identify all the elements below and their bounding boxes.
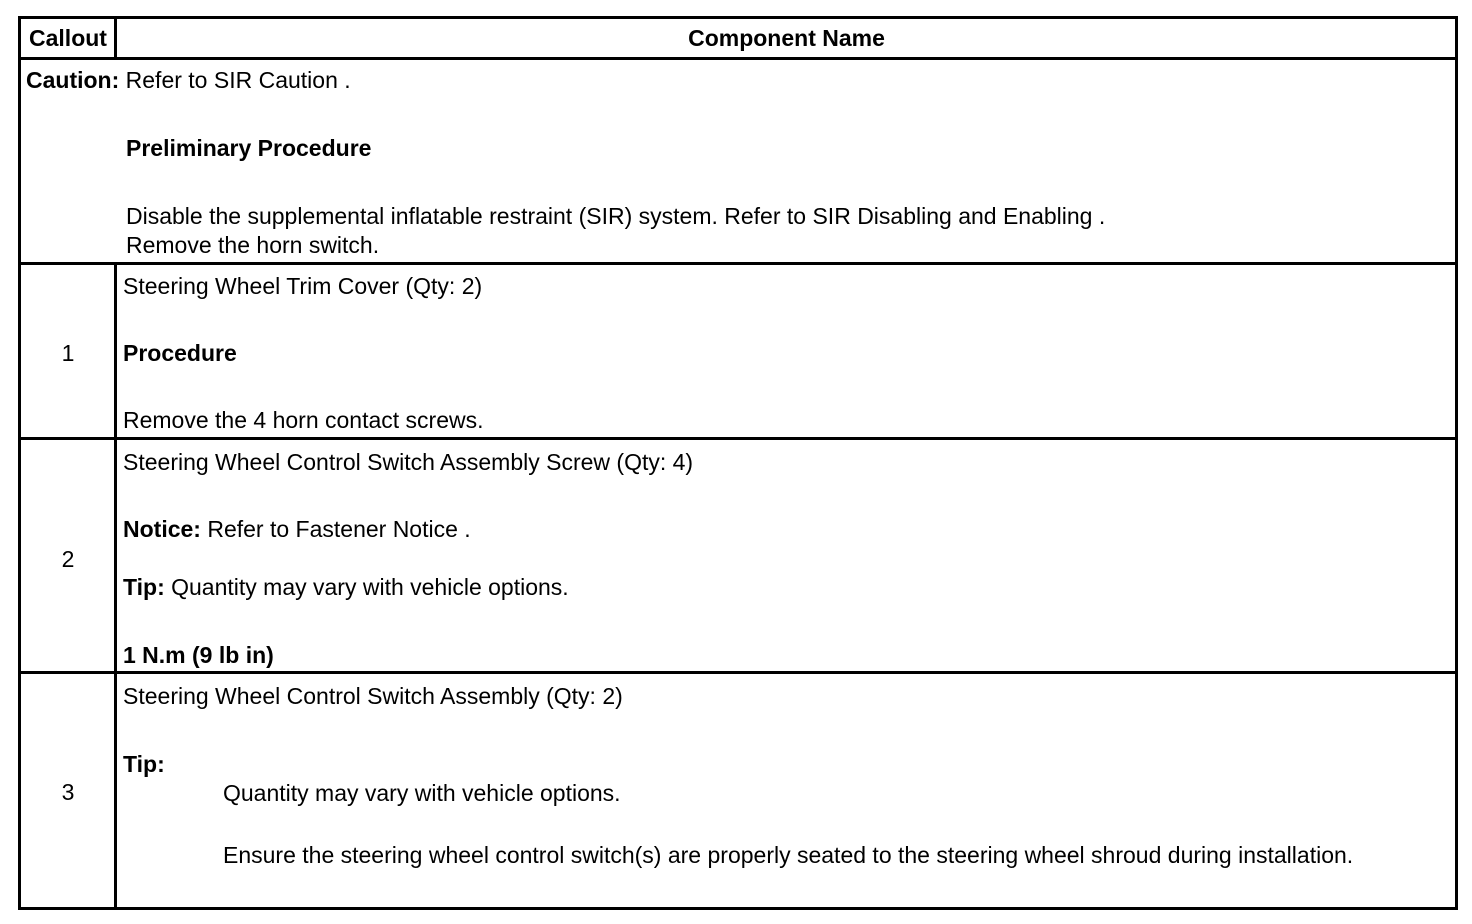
caution-line	[26, 66, 351, 94]
tip-line	[123, 573, 569, 601]
component-name: Steering Wheel Control Switch Assembly Screw (Qty: 4)	[123, 449, 694, 475]
tip-label: Tip:	[123, 574, 165, 600]
notice-text: Refer to Fastener Notice .	[200, 516, 471, 542]
tip-item-2: Ensure the steering wheel control switch(s) are properly seated to the steering wheel shroud during installation.	[223, 842, 1354, 868]
caution-text: Refer to SIR Caution .	[119, 67, 351, 93]
row-divider	[18, 671, 1458, 674]
row-divider	[18, 437, 1458, 440]
callout-number: 2	[61, 546, 75, 572]
tip-label: Tip:	[123, 751, 165, 777]
notice-line	[123, 515, 471, 543]
procedure-heading: Procedure	[123, 340, 237, 366]
callout-number: 1	[61, 340, 75, 366]
tip-text: Quantity may vary with vehicle options.	[164, 574, 569, 600]
column-header-callout: Callout	[29, 25, 107, 51]
preliminary-procedure-heading: Preliminary Procedure	[126, 135, 372, 161]
caution-label: Caution:	[26, 67, 120, 93]
notice-label: Notice:	[123, 516, 201, 542]
tip-item-1: Quantity may vary with vehicle options.	[223, 780, 621, 806]
procedure-text: Remove the 4 horn contact screws.	[123, 407, 484, 433]
preliminary-step-2: Remove the horn switch.	[126, 232, 380, 258]
row-divider	[18, 262, 1458, 265]
callout-number: 3	[61, 779, 75, 805]
torque-spec: 1 N.m (9 lb in)	[123, 642, 274, 668]
component-name: Steering Wheel Control Switch Assembly (Qty: 2)	[123, 683, 623, 709]
preliminary-step-1: Disable the supplemental inflatable restraint (SIR) system. Refer to SIR Disabling and Enabling .	[126, 203, 1106, 229]
header-divider	[18, 57, 1458, 60]
column-header-component-name: Component Name	[688, 25, 885, 51]
component-name: Steering Wheel Trim Cover (Qty: 2)	[123, 273, 483, 299]
